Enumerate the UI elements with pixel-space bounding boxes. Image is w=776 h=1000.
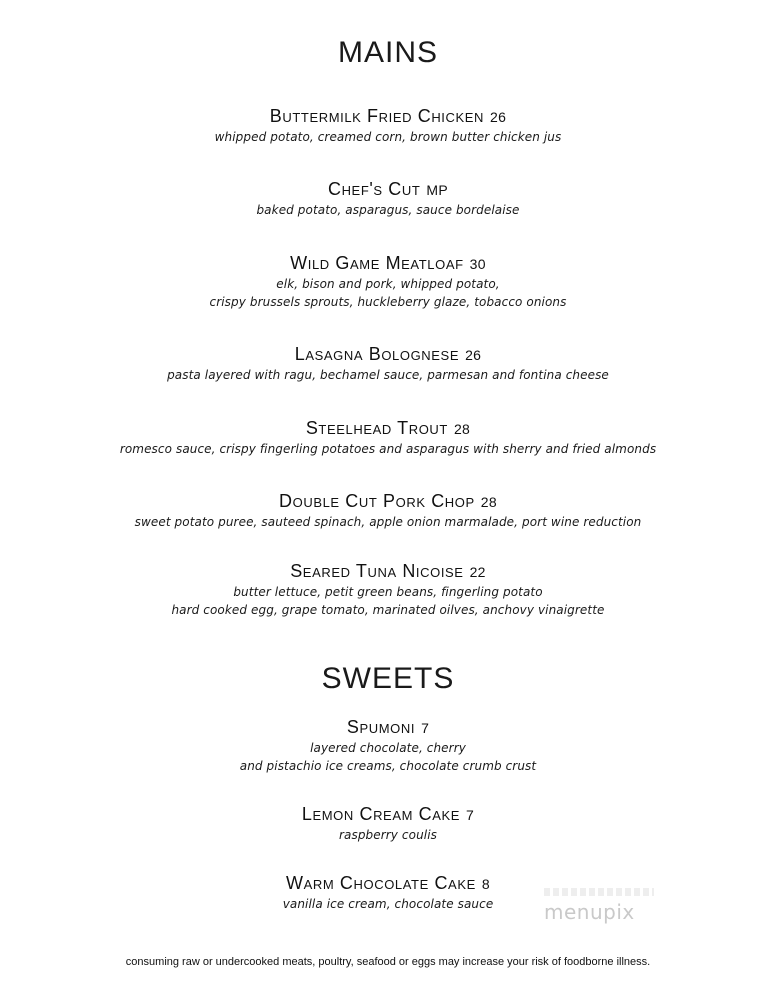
item-name: Wild Game Meatloaf bbox=[290, 253, 464, 273]
menu-item-lasagna-bolognese bbox=[0, 343, 776, 384]
item-description: vanilla ice cream, chocolate sauce bbox=[282, 897, 494, 911]
item-price: 30 bbox=[469, 256, 486, 272]
item-name: Lemon Cream Cake bbox=[301, 804, 461, 824]
item-name: Spumoni bbox=[346, 717, 416, 737]
item-name: Warm Chocolate Cake bbox=[286, 873, 476, 893]
menu-item-lemon-cream-cake bbox=[0, 803, 776, 844]
item-price: 26 bbox=[465, 347, 482, 363]
item-description: layered chocolate, cherry bbox=[310, 741, 466, 755]
menu-item-steelhead-trout bbox=[0, 417, 776, 458]
item-description: baked potato, asparagus, sauce bordelaise bbox=[256, 203, 520, 217]
item-name: Double Cut Pork Chop bbox=[279, 491, 475, 511]
section-title-sweets: SWEETS bbox=[321, 662, 455, 695]
menu-item-chefs-cut bbox=[0, 178, 776, 219]
section-title-mains: MAINS bbox=[337, 36, 438, 69]
item-description: romesco sauce, crispy fingerling potatoes and asparagus with sherry and fried almonds bbox=[119, 442, 657, 456]
item-name: Steelhead Trout bbox=[305, 418, 448, 438]
item-name: Lasagna Bolognese bbox=[294, 344, 460, 364]
item-description: raspberry coulis bbox=[338, 828, 437, 842]
item-description: crispy brussels sprouts, huckleberry glaze, tobacco onions bbox=[209, 295, 567, 309]
item-description: pasta layered with ragu, bechamel sauce, parmesan and fontina cheese bbox=[167, 368, 609, 382]
food-safety-disclaimer: consuming raw or undercooked meats, poultry, seafood or eggs may increase your risk of foodborne illness. bbox=[125, 956, 651, 968]
item-description: elk, bison and pork, whipped potato, bbox=[276, 277, 500, 291]
item-price: 8 bbox=[481, 876, 490, 892]
menupix-watermark bbox=[540, 900, 660, 934]
item-price: 26 bbox=[490, 109, 507, 125]
menu-item-wild-game-meatloaf bbox=[0, 252, 776, 311]
item-name: Chef's Cut bbox=[327, 179, 421, 199]
watermark-bar bbox=[544, 888, 654, 896]
item-description: and pistachio ice creams, chocolate crumb crust bbox=[239, 759, 537, 773]
item-price: MP bbox=[426, 182, 449, 198]
item-price: 7 bbox=[466, 807, 475, 823]
item-description: butter lettuce, petit green beans, fingerling potato bbox=[233, 585, 543, 599]
item-price: 28 bbox=[453, 421, 471, 437]
item-price: 22 bbox=[469, 564, 486, 580]
item-description: sweet potato puree, sauteed spinach, apple onion marmalade, port wine reduction bbox=[134, 515, 642, 529]
watermark-text: menupix bbox=[544, 900, 635, 924]
menu-item-buttermilk-fried-chicken bbox=[0, 105, 776, 146]
item-description: hard cooked egg, grape tomato, marinated oilves, anchovy vinaigrette bbox=[171, 603, 605, 617]
menu-item-seared-tuna-nicoise bbox=[0, 560, 776, 619]
menu-item-double-cut-pork-chop bbox=[0, 490, 776, 531]
item-price: 28 bbox=[480, 494, 497, 510]
item-description: whipped potato, creamed corn, brown butter chicken jus bbox=[214, 130, 562, 144]
menu-item-spumoni bbox=[0, 716, 776, 775]
item-name: Seared Tuna Nicoise bbox=[290, 561, 464, 581]
item-price: 7 bbox=[421, 720, 430, 736]
item-name: Buttermilk Fried Chicken bbox=[269, 106, 485, 126]
